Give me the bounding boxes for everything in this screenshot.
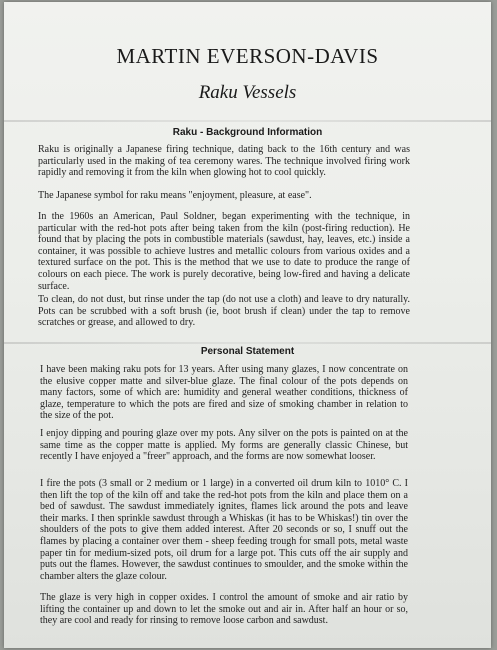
author-name: MARTIN EVERSON-DAVIS bbox=[116, 44, 379, 68]
paper-fold bbox=[4, 120, 491, 122]
paragraph: I fire the pots (3 small or 2 medium or 1 large) in a converted oil drum kiln to 1010° C. I then lift the top of the kiln off and take the red-hot pots from the kiln and place them on a bed of sawdust. The sawdust immediately ignites, flames lick around the pots and leave their marks. I then sprinkle sawdust through a Whiskas (it has to be Whiskas!) tin over the shoulders of the pots to give them added interest. After 20 seconds or so, I snuff out the flames by placing a container over them - sheep feeding trough for small pots, metal waste paper tin for medium-sized pots, oil drum for a large pot. This cuts off the air supply and puts out the flames. However, the sawdust continues to smoulder, and the smoke within the chamber alters the glaze colour. bbox=[40, 478, 408, 582]
paragraph: To clean, do not dust, but rinse under the tap (do not use a cloth) and leave to dry naturally. Pots can be scrubbed with a soft brush (ie, boot brush if clean) under the tap to remove scratches or grease, and allowed to dry. bbox=[38, 294, 410, 329]
document-page bbox=[4, 2, 491, 648]
section-heading-personal-statement: Personal Statement bbox=[200, 346, 295, 357]
document-title: Raku Vessels bbox=[198, 82, 297, 103]
paragraph: I have been making raku pots for 13 years. After using many glazes, I now concentrate on the elusive copper matte and silver-blue glaze. The final colour of the pots depends on many factors, some of which are: humidity and general weather conditions, thickness of glaze, temperature to which the pots are fired and size of smoking chamber in relation to the size of the pot. bbox=[40, 364, 408, 422]
paper-fold bbox=[4, 342, 491, 344]
paragraph: Raku is originally a Japanese firing technique, dating back to the 16th century and was particularly used in the making of tea ceremony wares. The technique involved firing work rapidly and removing it from the kiln when glowing hot to cool quickly. bbox=[38, 144, 410, 179]
paragraph: The glaze is very high in copper oxides. I control the amount of smoke and air ratio by lifting the container up and down to let the smoke out and air in. After half an hour or so, they are cool and ready for rinsing to remove loose carbon and sawdust. bbox=[40, 592, 408, 627]
paragraph: In the 1960s an American, Paul Soldner, began experimenting with the technique, in particular with the red-hot pots after being taken from the kiln (post-firing reduction). He found that by placing the pots in combustible materials (sawdust, hay, leaves, etc.) inside a container, it was possible to achieve lustres and metallic colours from various oxides and a textured surface on the pot. This is the method that we use to date to produce the range of colours on each piece. The work is purely decorative, being low-fired and having a delicate surface. bbox=[38, 211, 410, 292]
section-heading-background: Raku - Background Information bbox=[172, 127, 323, 138]
paragraph: I enjoy dipping and pouring glaze over my pots. Any silver on the pots is painted on at the same time as the copper matte is applied. My forms are generally classic Chinese, but recently I have enjoyed a "freer" approach, and the forms are now somewhat looser. bbox=[40, 428, 408, 463]
paragraph: The Japanese symbol for raku means "enjoyment, pleasure, at ease". bbox=[38, 190, 312, 201]
